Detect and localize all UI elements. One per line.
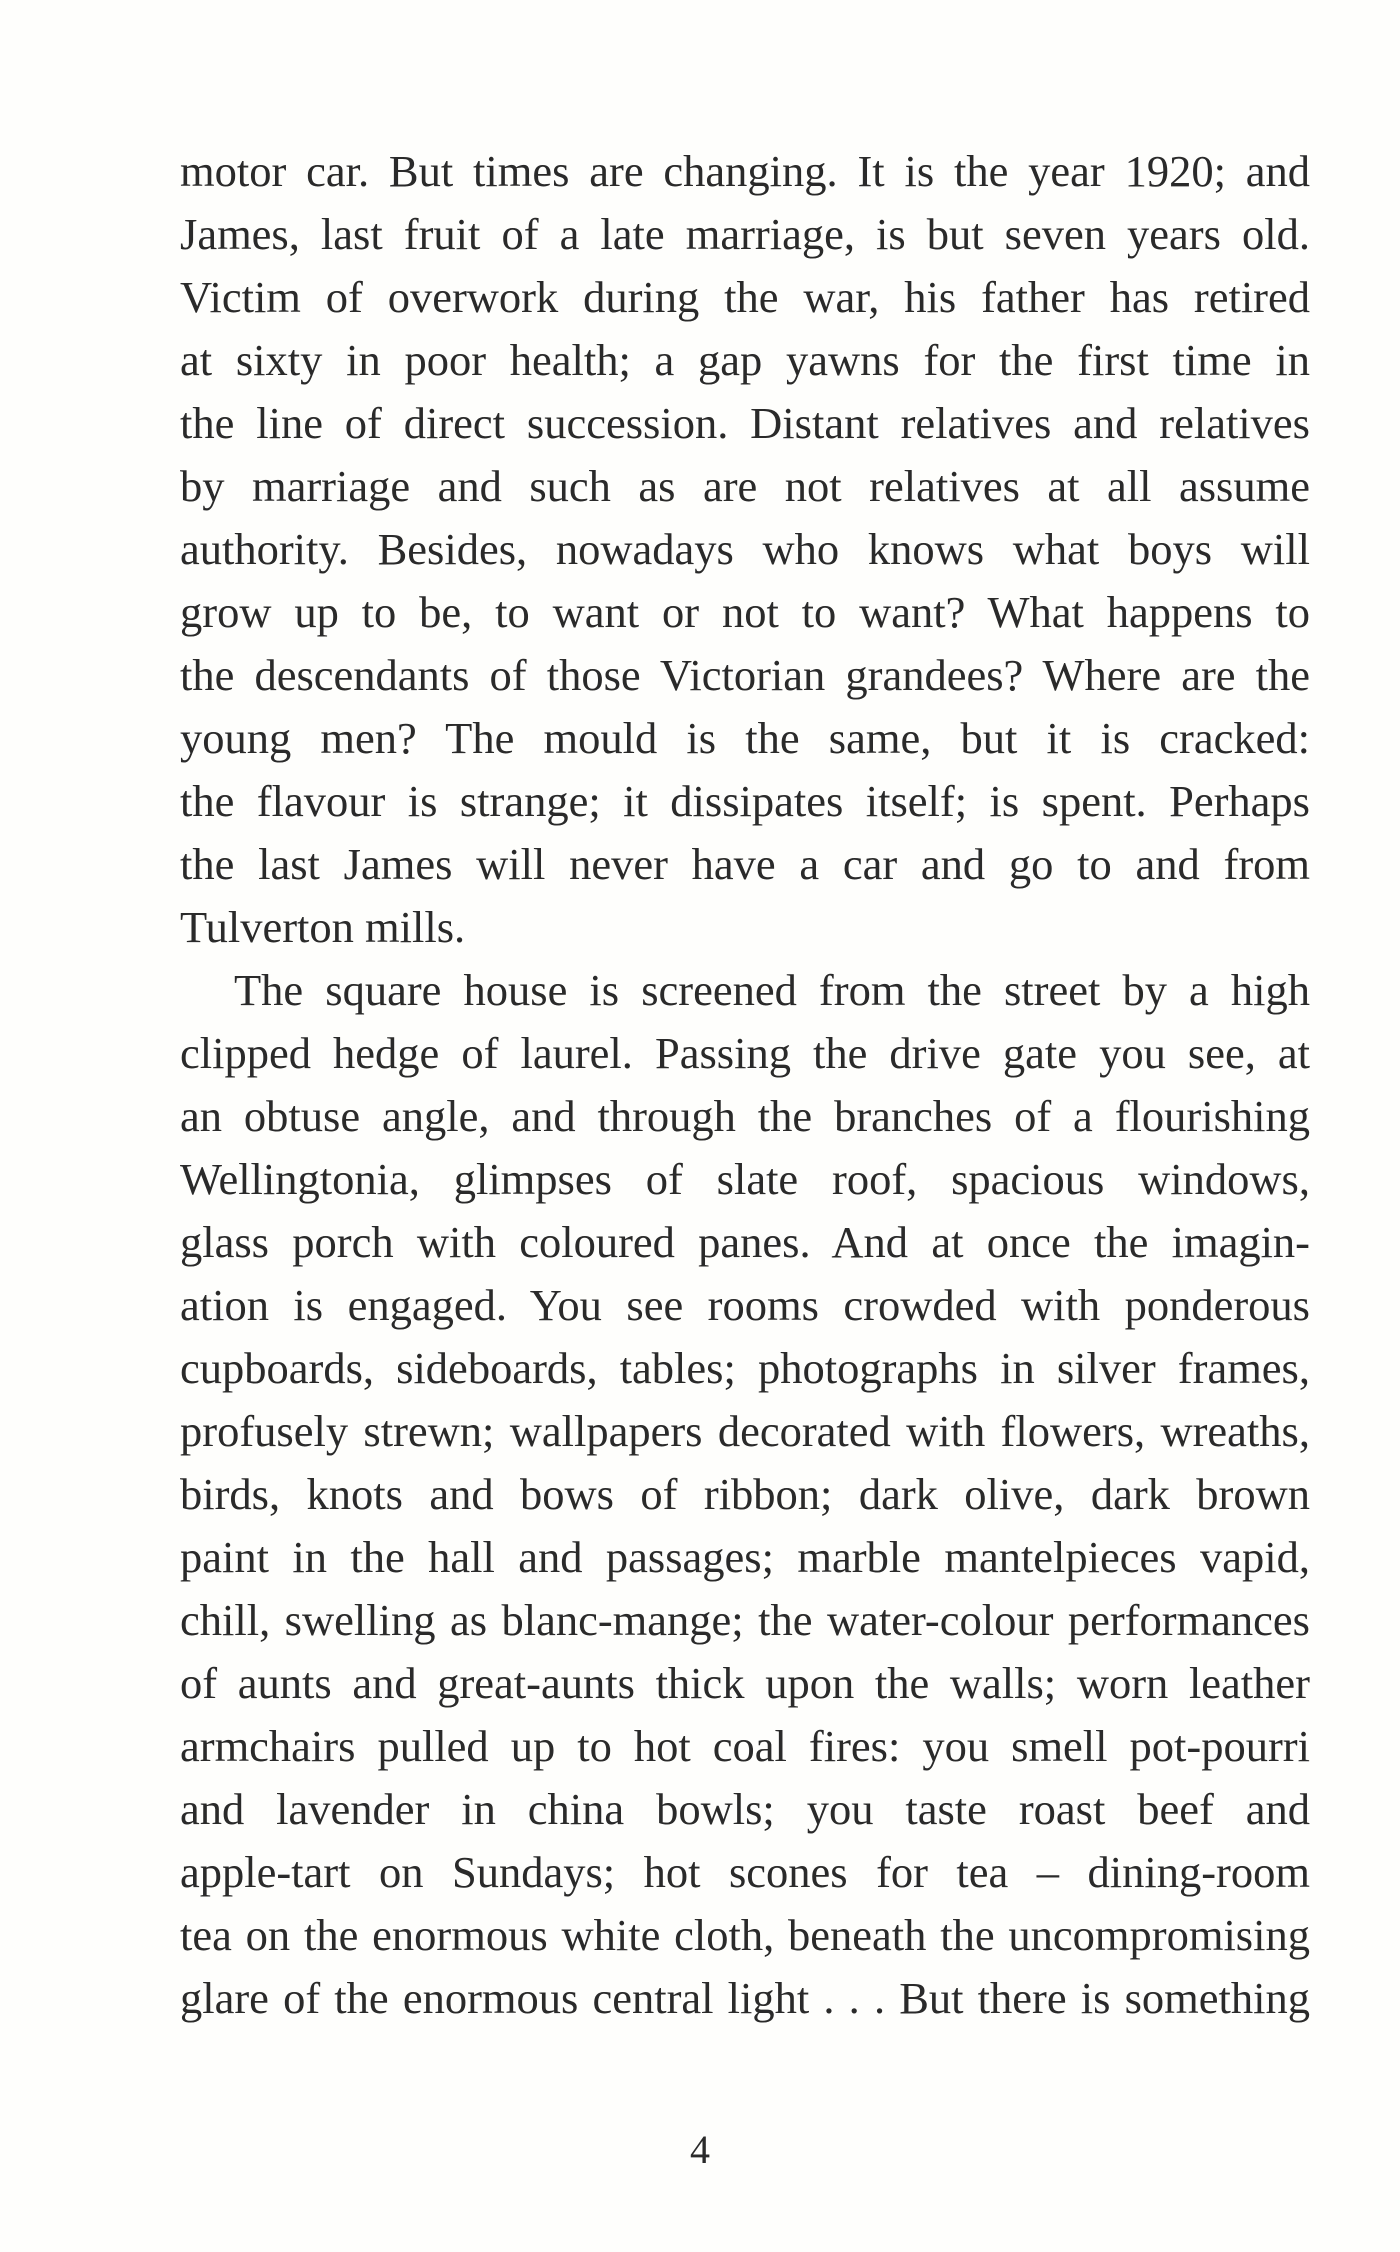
- text-line: glass porch with coloured panes. And at once the imagin-: [180, 1217, 1310, 1267]
- text-line: armchairs pulled up to hot coal fires: you smell pot-pourri: [180, 1721, 1310, 1771]
- text-line: clipped hedge of laurel. Passing the drive gate you see, at: [180, 1028, 1310, 1078]
- text-line: chill, swelling as blanc-mange; the water-colour performances: [180, 1595, 1310, 1645]
- text-line: authority. Besides, nowadays who knows what boys will: [180, 524, 1310, 574]
- text-line: apple-tart on Sundays; hot scones for tea – dining-room: [180, 1847, 1310, 1897]
- text-line: motor car. But times are changing. It is the year 1920; and: [180, 146, 1310, 196]
- body-text: [180, 140, 1310, 2030]
- text-line: tea on the enormous white cloth, beneath the uncompromising: [180, 1910, 1310, 1960]
- text-line: Victim of overwork during the war, his father has retired: [180, 272, 1310, 322]
- text-line: James, last fruit of a late marriage, is but seven years old.: [180, 209, 1310, 259]
- text-line: an obtuse angle, and through the branches of a flourishing: [180, 1091, 1310, 1141]
- text-line: the flavour is strange; it dissipates itself; is spent. Perhaps: [180, 776, 1310, 826]
- text-line: by marriage and such as are not relatives at all assume: [180, 461, 1310, 511]
- paragraph-1: [180, 140, 1310, 959]
- text-line: glare of the enormous central light . . . But there is something: [180, 1973, 1310, 2023]
- text-line: the last James will never have a car and go to and from: [180, 839, 1310, 889]
- text-line: and lavender in china bowls; you taste roast beef and: [180, 1784, 1310, 1834]
- text-line: the descendants of those Victorian grandees? Where are the: [180, 650, 1310, 700]
- text-line: young men? The mould is the same, but it is cracked:: [180, 713, 1310, 763]
- text-line: Wellingtonia, glimpses of slate roof, spacious windows,: [180, 1154, 1310, 1204]
- text-line: paint in the hall and passages; marble mantelpieces vapid,: [180, 1532, 1310, 1582]
- text-line: Tulverton mills.: [180, 902, 466, 952]
- text-line: cupboards, sideboards, tables; photographs in silver frames,: [180, 1343, 1310, 1393]
- paragraph-2: [180, 959, 1310, 2030]
- text-line: ation is engaged. You see rooms crowded with ponderous: [180, 1280, 1310, 1330]
- text-line: birds, knots and bows of ribbon; dark olive, dark brown: [180, 1469, 1310, 1519]
- text-line: of aunts and great-aunts thick upon the walls; worn leather: [180, 1658, 1310, 1708]
- text-line: grow up to be, to want or not to want? What happens to: [180, 587, 1310, 637]
- page-number: 4: [690, 2127, 710, 2172]
- text-line: the line of direct succession. Distant relatives and relatives: [180, 398, 1310, 448]
- text-line: profusely strewn; wallpapers decorated with flowers, wreaths,: [180, 1406, 1310, 1456]
- text-line: at sixty in poor health; a gap yawns for the first time in: [180, 335, 1310, 385]
- text-line: The square house is screened from the street by a high: [234, 965, 1310, 1015]
